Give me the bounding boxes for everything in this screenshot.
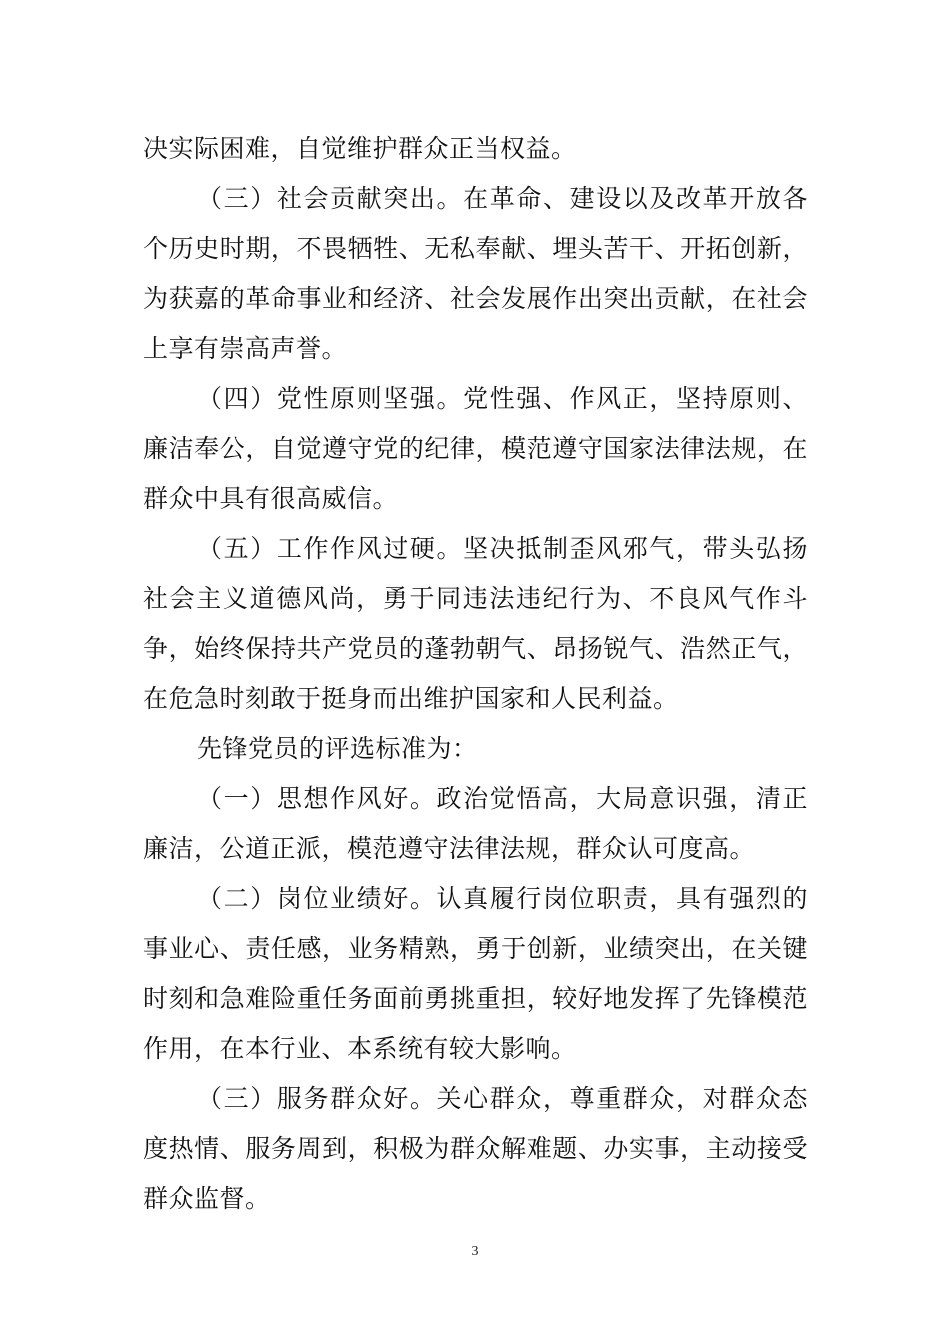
- paragraph-serve-masses: （三）服务群众好。关心群众，尊重群众，对群众态度热情、服务周到，积极为群众解难题、办实事，主动接受群众监督。: [143, 1084, 808, 1213]
- paragraph-work-style: （五）工作作风过硬。坚决抵制歪风邪气，带头弘扬社会主义道德风尚，勇于同违法违纪行为、不良风气作斗争，始终保持共产党员的蓬勃朝气、昂扬锐气、浩然正气，在危急时刻敢于挺身而出维护国家和人民利益。: [143, 534, 808, 713]
- paragraph-party-principle: （四）党性原则坚强。党性强、作风正，坚持原则、廉洁奉公，自觉遵守党的纪律，模范遵守国家法律法规，在群众中具有很高威信。: [143, 384, 808, 513]
- paragraph-continuation: 决实际困难，自觉维护群众正当权益。: [143, 134, 577, 163]
- paragraph-ideology-style: （一）思想作风好。政治觉悟高，大局意识强，清正廉洁，公道正派，模范遵守法律法规，群众认可度高。: [143, 784, 808, 863]
- page-number: 3: [471, 1244, 479, 1259]
- document-body: [143, 124, 808, 1224]
- paragraph-social-contribution: （三）社会贡献突出。在革命、建设以及改革开放各个历史时期，不畏牺牲、无私奉献、埋头苦干、开拓创新，为获嘉的革命事业和经济、社会发展作出突出贡献，在社会上享有崇高声誉。: [143, 184, 808, 363]
- paragraph-pioneer-criteria-intro: 先锋党员的评选标准为：: [197, 734, 478, 763]
- paragraph-job-performance: （二）岗位业绩好。认真履行岗位职责，具有强烈的事业心、责任感，业务精熟，勇于创新，业绩突出，在关键时刻和急难险重任务面前勇挑重担，较好地发挥了先锋模范作用，在本行业、本系统有较大影响。: [143, 884, 808, 1063]
